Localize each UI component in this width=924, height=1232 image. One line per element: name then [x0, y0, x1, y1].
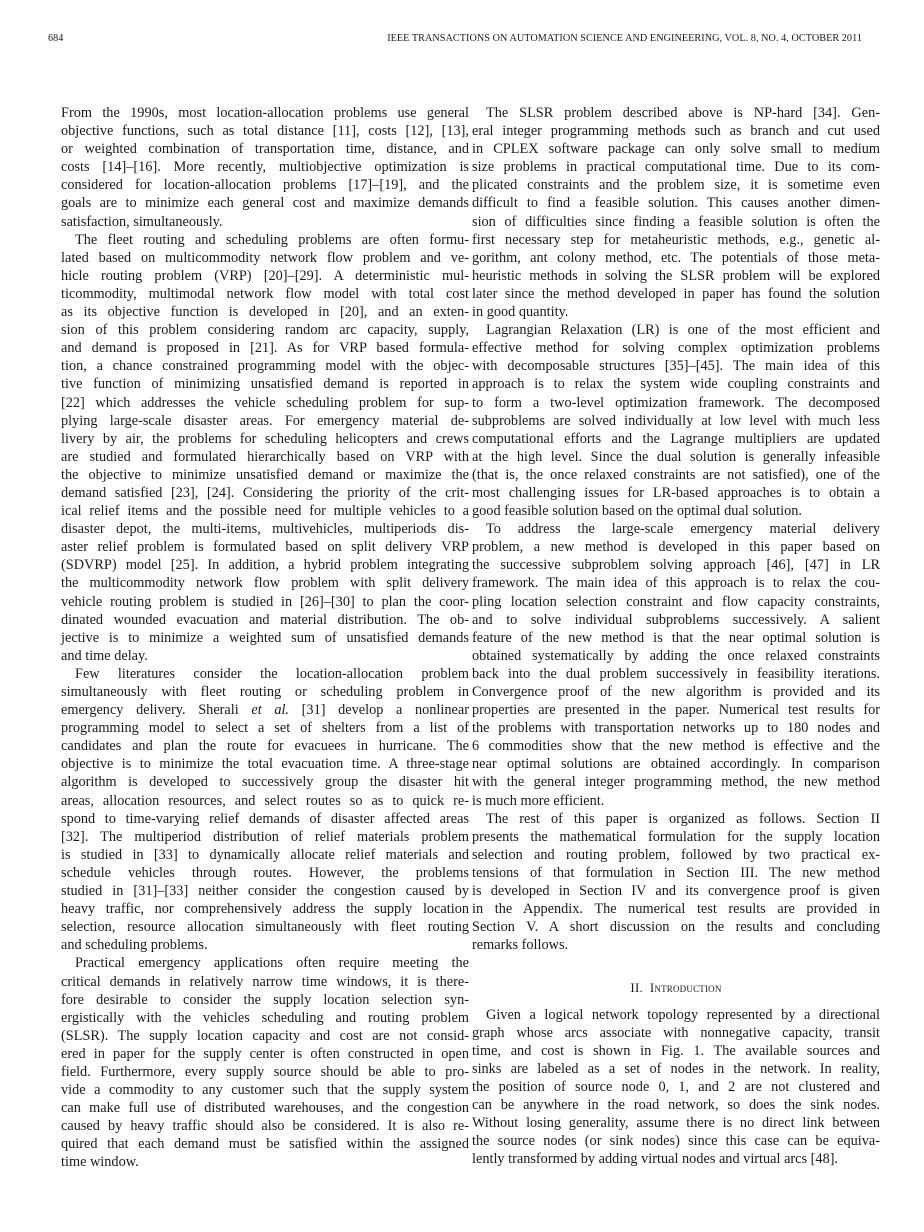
- text-line: the objective to minimize unsatisfied demand or maximize the: [61, 466, 469, 483]
- section-heading: [472, 979, 880, 997]
- text-line: obtained systematically by adding the once relaxed constraints: [472, 647, 880, 664]
- text-line: the source nodes (or sink nodes) since this case can be equiva-: [472, 1133, 880, 1150]
- text-line: is developed in Section IV and its convergence proof is given: [472, 883, 880, 900]
- text-line: lently transformed by adding virtual nodes and virtual arcs [48].: [472, 1151, 839, 1168]
- text-line: good feasible solution based on the optimal dual solution.: [472, 503, 802, 520]
- text-line: heavy traffic, nor comprehensively address the supply location: [61, 901, 469, 918]
- paragraph: [61, 665, 469, 955]
- text-line: can be anywhere in the road network, so does the sink nodes.: [472, 1096, 880, 1113]
- text-line: algorithm is developed to successively group the disaster hit: [61, 774, 469, 791]
- text-line: aster relief problem is formulated based on split delivery VRP: [61, 539, 469, 556]
- text-line: ical relief items and the possible need for multiple vehicles to a: [61, 503, 469, 520]
- text-line: in CPLEX software package can only solve small to medium: [472, 141, 880, 158]
- paragraph: [472, 810, 880, 955]
- text-line: The fleet routing and scheduling problems are often formu-: [75, 231, 469, 248]
- paragraph: [472, 104, 880, 321]
- text-line: difficult to find a feasible solution. This causes another dimen-: [472, 195, 880, 212]
- text-line: presents the mathematical formulation for the supply location: [472, 828, 880, 845]
- paragraph: [472, 520, 880, 810]
- text-line: and to solve individual subproblems successively. A salient: [472, 611, 880, 628]
- text-line: studied in [31]–[33] neither consider the congestion caused by: [61, 883, 469, 900]
- section-title: Introduction: [649, 980, 722, 996]
- paragraph: [472, 1006, 880, 1169]
- text-line: and scheduling problems.: [61, 937, 208, 954]
- page-number: 684: [48, 33, 64, 44]
- text-line: schedule vehicles through routes. However, the problems: [61, 864, 469, 881]
- text-line: eral integer programming methods such as branch and cut used: [472, 123, 880, 140]
- text-line: (that is, the once relaxed constraints are not satisfied), one of the: [472, 466, 880, 483]
- text-line: considered for location-allocation problems [17]–[19], and the: [61, 177, 469, 194]
- text-line: ered in paper for the supply center is often constructed in open: [61, 1045, 469, 1062]
- text-line: Section V. A short discussion on the results and concluding: [472, 919, 880, 936]
- text-line: to form a two-level optimization framework. The decomposed: [472, 394, 880, 411]
- text-line: near optimal solutions are obtained accordingly. In comparison: [472, 756, 880, 773]
- text-line: jective is to minimize a weighted sum of unsatisfied demands: [61, 629, 469, 646]
- text-line: disaster depot, the multi-items, multivehicles, multiperiods dis-: [61, 521, 469, 538]
- text-line: ergistically with the vehicles scheduling and routing problem: [61, 1009, 469, 1026]
- running-header: [48, 33, 862, 47]
- text-line: The SLSR problem described above is NP-hard [34]. Gen-: [486, 105, 880, 121]
- text-line: selection, resource allocation simultaneously with fleet routing: [61, 919, 469, 936]
- text-line: Convergence proof of the new algorithm is provided and its: [472, 684, 880, 700]
- journal-citation: IEEE TRANSACTIONS ON AUTOMATION SCIENCE AND ENGINEERING, VOL. 8, NO. 4, OCTOBER 2011: [387, 33, 862, 44]
- text-line: 6 commodities show that the new method is effective and the: [472, 738, 880, 755]
- text-line: satisfaction, simultaneously.: [61, 213, 223, 230]
- text-line: approach is to relax the system wide coupling constraints and: [472, 376, 880, 393]
- text-line: caused by heavy traffic should also be considered. It is also re-: [61, 1118, 469, 1135]
- text-line: sion of this problem considering random arc capacity, supply,: [61, 322, 469, 339]
- text-line: the position of source node 0, 1, and 2 are not clustered and: [472, 1078, 880, 1095]
- text-line: selection and routing problem, followed by two practical ex-: [472, 846, 880, 863]
- text-line: gorithm, ant colony method, etc. The potentials of those meta-: [472, 249, 880, 266]
- section-number: II.: [630, 980, 643, 996]
- text-line: The rest of this paper is organized as follows. Section II: [486, 810, 880, 827]
- text-line: sinks are labeled as a set of nodes in the network. In reality,: [472, 1060, 880, 1077]
- text-line: heuristic methods in solving the SLSR problem will be explored: [472, 267, 880, 284]
- text-line: areas, allocation resources, and select routes so as to quick re-: [61, 792, 469, 809]
- text-line: properties are presented in the paper. Numerical test results for: [472, 702, 880, 719]
- text-line: critical demands in relatively narrow time windows, it is there-: [61, 973, 469, 990]
- text-line: lated based on multicommodity network flow problem and ve-: [61, 249, 469, 266]
- text-line: livery by air, the problems for scheduling helicopters and crews: [61, 430, 469, 447]
- text-line: quired that each demand must be satisfied within the assigned: [61, 1136, 469, 1153]
- text-line: demand satisfied [23], [24]. Considering the priority of the crit-: [61, 484, 469, 501]
- text-line: ticommodity, multimodal network flow model with total cost: [61, 285, 469, 302]
- text-line: remarks follows.: [472, 937, 569, 954]
- text-line: back into the dual problem successively in feasibility iterations.: [472, 665, 880, 682]
- text-line: effective method for solving complex optimization problems: [472, 340, 880, 357]
- text-line: the successive subproblem solving approach [46], [47] in LR: [472, 557, 880, 574]
- text-line: as its objective function is developed in [20], and an exten-: [61, 304, 469, 321]
- text-line: and demand is proposed in [21]. As for VRP based formula-: [61, 340, 469, 357]
- text-line: in good quantity.: [472, 304, 569, 321]
- left-column: [61, 104, 469, 1172]
- text-line: plying large-scale disaster areas. For emergency material de-: [61, 412, 469, 429]
- text-line: are studied and formulated hierarchically based on VRP with: [61, 448, 469, 465]
- paragraph: [61, 104, 469, 231]
- paragraph: [472, 321, 880, 520]
- text-line: pling location selection constraint and flow capacity constraints,: [472, 593, 880, 610]
- text-line: [32]. The multiperiod distribution of relief materials problem: [61, 828, 469, 845]
- text-line: fore desirable to consider the supply location selection syn-: [61, 991, 469, 1008]
- text-line: or weighted combination of transportation time, distance, and: [61, 141, 469, 158]
- text-line: tion, a chance constrained programming model with the objec-: [61, 358, 469, 375]
- text-line: subproblems are solved individually at low level with much less: [472, 412, 880, 429]
- text-line: emergency delivery. Sherali et al. [31] develop a nonlinear: [61, 702, 469, 719]
- text-line: simultaneously with fleet routing or scheduling problem in: [61, 684, 469, 700]
- text-line: in the Appendix. The numerical test results are provided in: [472, 901, 880, 918]
- text-line: is much more efficient.: [472, 792, 605, 809]
- text-line: candidates and plan the route for evacuees in hurricane. The: [61, 738, 469, 755]
- paragraph: [61, 231, 469, 665]
- text-line: field. Furthermore, every supply source should be able to pro-: [61, 1063, 469, 1080]
- text-line: spond to time-varying relief demands of disaster affected areas: [61, 810, 469, 827]
- text-line: size problems in practical computational time. Due to its com-: [472, 159, 880, 176]
- text-line: is studied in [33] to dynamically allocate relief materials and: [61, 846, 469, 863]
- text-line: programming model to select a set of shelters from a list of: [61, 720, 469, 737]
- text-line: the multicommodity network flow problem with split delivery: [61, 575, 469, 592]
- text-line: (SDVRP) model [25]. In addition, a hybrid problem integrating: [61, 557, 469, 574]
- text-line: first necessary step for metaheuristic methods, e.g., genetic al-: [472, 231, 880, 248]
- paragraph: [61, 954, 469, 1171]
- text-line: vehicle routing problem is studied in [26]–[30] to plan the coor-: [61, 593, 469, 610]
- text-line: with decomposable structures [35]–[45]. The main idea of this: [472, 358, 880, 375]
- text-line: dinated wounded evacuation and material distribution. The ob-: [61, 611, 469, 628]
- text-line: tive function of minimizing unsatisfied demand is reported in: [61, 376, 469, 393]
- text-line: time window.: [61, 1154, 139, 1171]
- text-line: goals are to minimize each general cost and maximize demands: [61, 195, 469, 212]
- text-line: tensions of that formulation in Section III. The new method: [472, 864, 880, 881]
- text-line: (SLSR). The supply location capacity and cost are not consid-: [61, 1027, 469, 1044]
- text-line: objective functions, such as total distance [11], costs [12], [13],: [61, 123, 469, 140]
- text-line: [22] which addresses the vehicle scheduling problem for sup-: [61, 394, 469, 411]
- text-line: vide a commodity to any customer such that the supply system: [61, 1082, 469, 1099]
- text-line: sion of difficulties since finding a feasible solution is often the: [472, 213, 880, 230]
- right-column-paragraphs: [472, 104, 880, 954]
- text-line: costs [14]–[16]. More recently, multiobjective optimization is: [61, 159, 469, 176]
- text-line: Without losing generality, assume there is no direct link between: [472, 1115, 880, 1132]
- text-line: Given a logical network topology represented by a directional: [486, 1006, 880, 1023]
- text-line: graph whose arcs associate with nonnegative capacity, transit: [472, 1024, 880, 1041]
- text-line: hicle routing problem (VRP) [20]–[29]. A deterministic mul-: [61, 267, 469, 284]
- text-line: Practical emergency applications often require meeting the: [75, 955, 469, 972]
- text-line: computational efforts and the Lagrange multipliers are updated: [472, 430, 880, 447]
- text-line: and time delay.: [61, 647, 148, 664]
- text-line: most challenging issues for LR-based approaches is to obtain a: [472, 484, 880, 501]
- text-line: can make full use of distributed warehouses, and the congestion: [61, 1100, 469, 1117]
- text-line: To address the large-scale emergency material delivery: [486, 521, 880, 538]
- text-line: problem, a new method is developed in this paper based on: [472, 539, 880, 556]
- text-line: framework. The main idea of this approach is to relax the cou-: [472, 575, 880, 592]
- text-line: the problems with transportation networks up to 180 nodes and: [472, 720, 880, 737]
- intro-paragraph: [472, 1006, 880, 1169]
- text-line: at the high level. Since the dual solution is generally infeasible: [472, 448, 880, 465]
- text-line: Lagrangian Relaxation (LR) is one of the most efficient and: [486, 322, 880, 339]
- text-line: objective is to minimize the total evacuation time. A three-stage: [61, 756, 469, 773]
- text-line: Few literatures consider the location-allocation problem: [75, 665, 469, 682]
- text-line: plicated constraints and the problem size, it is sometime even: [472, 177, 880, 194]
- text-line: feature of the new method is that the near optimal solution is: [472, 629, 880, 646]
- text-line: From the 1990s, most location-allocation problems use general: [61, 105, 469, 121]
- text-line: with the general integer programming method, the new method: [472, 774, 880, 791]
- right-column: [472, 104, 880, 1168]
- text-line: time, and cost is shown in Fig. 1. The available sources and: [472, 1042, 880, 1059]
- text-line: later since the method developed in paper has found the solution: [472, 285, 880, 302]
